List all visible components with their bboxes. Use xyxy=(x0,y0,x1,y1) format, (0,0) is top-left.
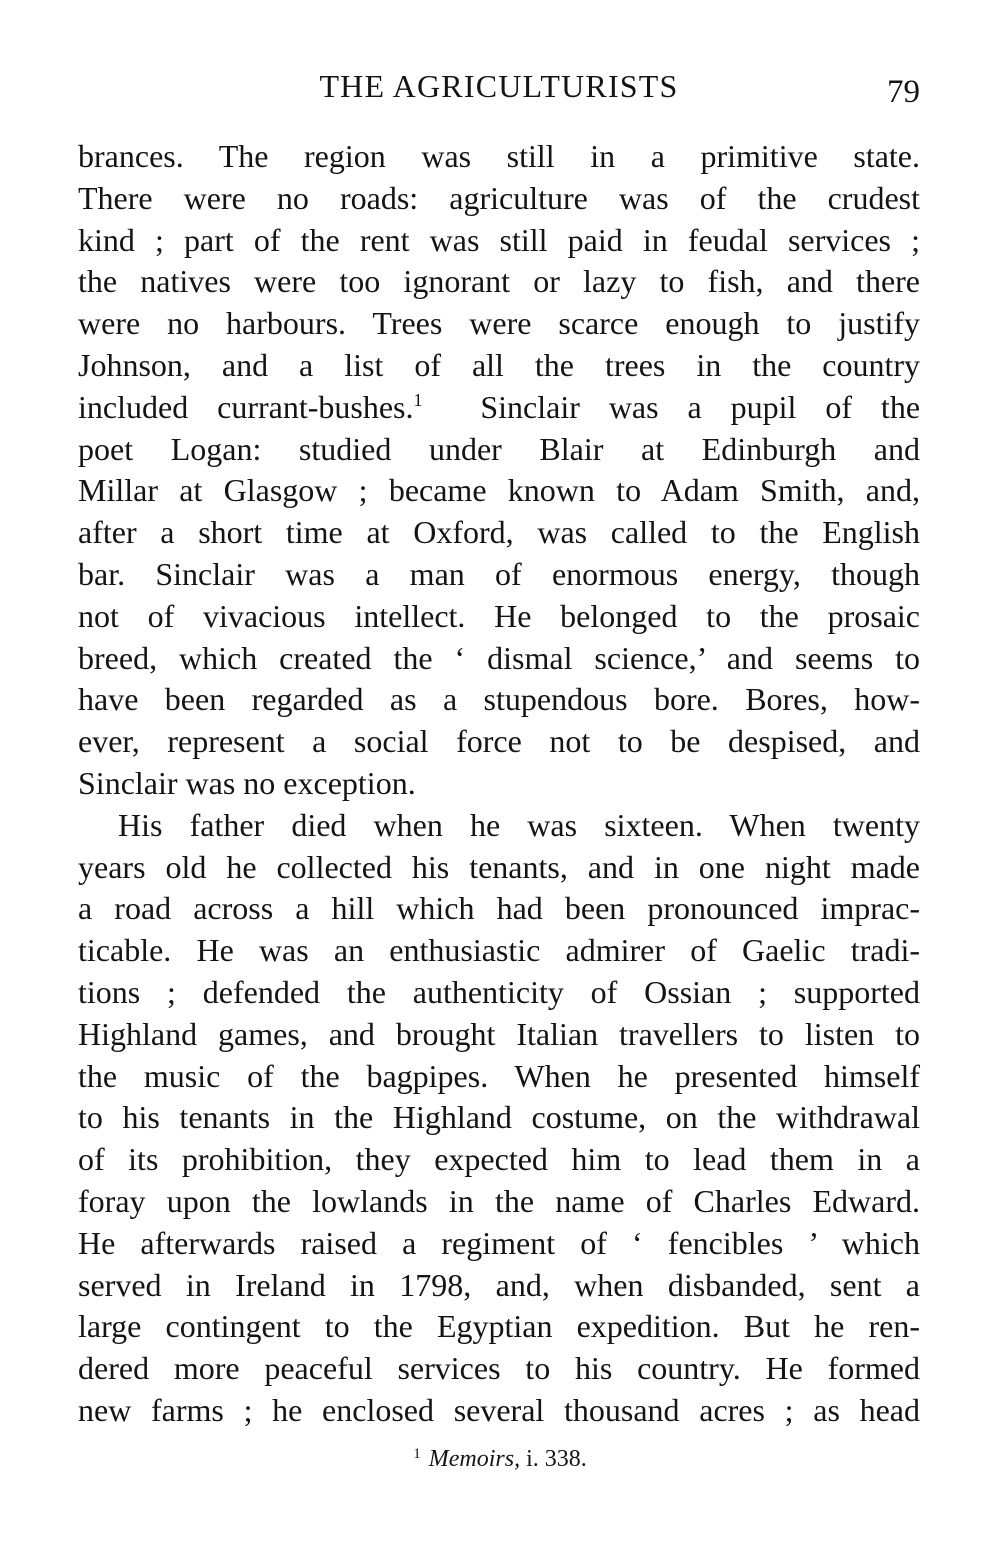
text-line: ticable. He was an enthusiastic admirer of Gaelic tradi- xyxy=(78,932,920,969)
text-line: the natives were too ignorant or lazy to fish, and there xyxy=(78,263,920,300)
footnote-mark: 1 xyxy=(413,1446,421,1462)
running-title: THE AGRICULTURISTS xyxy=(319,68,679,104)
text-line: brances. The region was still in a primitive state. xyxy=(78,138,920,174)
text-line: large contingent to the Egyptian expedition. But he ren- xyxy=(78,1308,920,1345)
text-line: Highland games, and brought Italian travellers to listen to xyxy=(78,1015,920,1052)
text-line: kind ; part of the rent was still paid in feudal services ; xyxy=(78,221,920,258)
text-segment: Sinclair was a pupil of the xyxy=(480,388,921,425)
running-head xyxy=(78,64,920,114)
text-line: years old he collected his tenants, and in one night made xyxy=(78,848,920,885)
text-line: to his tenants in the Highland costume, on the withdrawal xyxy=(78,1099,920,1136)
text-line: have been regarded as a stupendous bore. Bores, how- xyxy=(78,681,920,718)
page-number: 79 xyxy=(887,74,920,110)
text-line: poet Logan: studied under Blair at Edinburgh and xyxy=(78,430,920,467)
text-line: He afterwards raised a regiment of ‘ fencibles ’ which xyxy=(78,1224,920,1261)
text-line: the music of the bagpipes. When he presented himself xyxy=(78,1057,920,1094)
text-segment: included currant-bushes. xyxy=(78,388,414,425)
text-line: dered more peaceful services to his country. He formed xyxy=(78,1350,920,1387)
text-line: bar. Sinclair was a man of enormous energy, though xyxy=(78,555,920,592)
text-line: served in Ireland in 1798, and, when disbanded, sent a xyxy=(78,1266,920,1303)
text-line: a road across a hill which had been pronounced imprac- xyxy=(78,890,920,927)
text-line: Johnson, and a list of all the trees in the country xyxy=(78,346,920,383)
text-line: Sinclair was no exception. xyxy=(78,764,416,801)
text-line: of its prohibition, they expected him to lead them in a xyxy=(78,1141,920,1178)
text-line: were no harbours. Trees were scarce enough to justify xyxy=(78,305,920,342)
footnote xyxy=(0,1446,1000,1473)
text-line-with-footnote-ref xyxy=(78,387,920,429)
text-line: foray upon the lowlands in the name of Charles Edward. xyxy=(78,1182,920,1219)
footnote-reference-text: i. 338. xyxy=(526,1446,587,1472)
text-line: after a short time at Oxford, was called to the English xyxy=(78,514,920,551)
text-line: His father died when he was sixteen. When twenty xyxy=(118,806,920,843)
text-line: There were no roads: agriculture was of the crudest xyxy=(78,179,920,216)
text-line: tions ; defended the authenticity of Ossian ; supported xyxy=(78,973,920,1010)
body-text xyxy=(78,136,920,1432)
text-line: new farms ; he enclosed several thousand acres ; as head xyxy=(78,1391,920,1428)
text-line: Millar at Glasgow ; became known to Adam Smith, and, xyxy=(78,472,920,509)
text-line: breed, which created the ‘ dismal science,’ and seems to xyxy=(78,639,920,676)
footnote-title: Memoirs, xyxy=(428,1446,521,1472)
footnote-reference: 1 xyxy=(413,389,423,410)
text-line: not of vivacious intellect. He belonged to the prosaic xyxy=(78,597,920,634)
text-line: ever, represent a social force not to be despised, and xyxy=(78,723,920,760)
